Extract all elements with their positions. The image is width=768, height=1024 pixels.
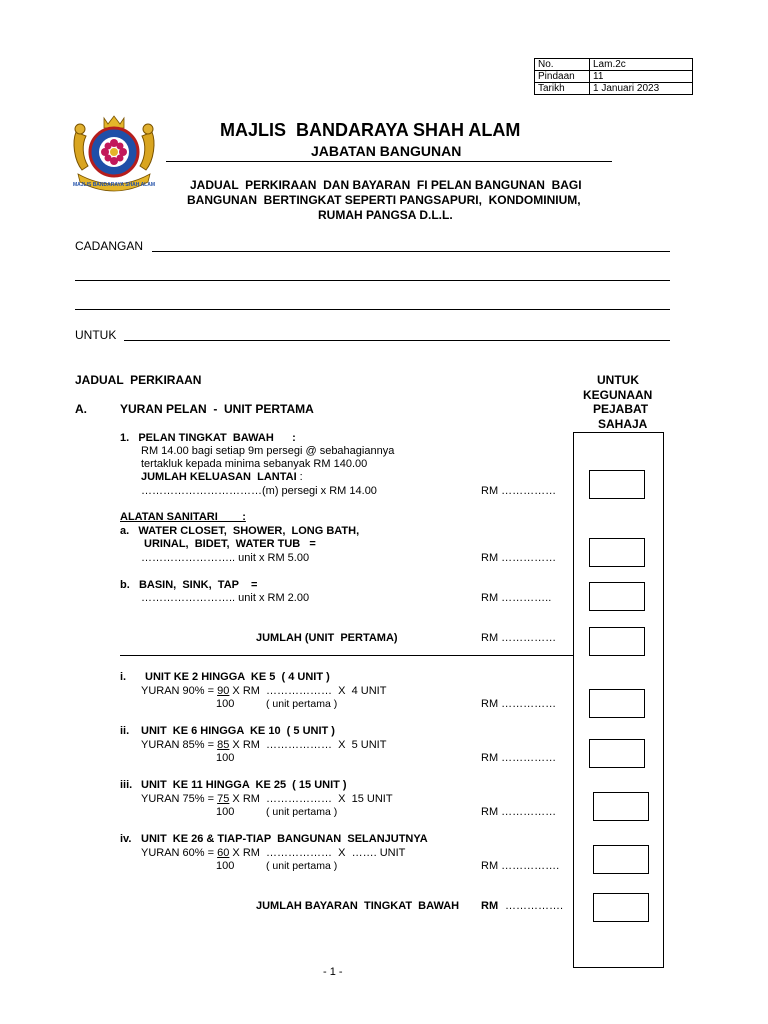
revision-table	[534, 58, 693, 95]
unit-iv-denominator: 100	[216, 860, 235, 872]
revision-row-no	[535, 59, 693, 71]
council-title: MAJLIS BANDARAYA SHAH ALAM	[220, 120, 521, 140]
untuk-line[interactable]	[124, 340, 670, 341]
office-box-jumlah-bayaran[interactable]	[593, 893, 649, 922]
office-box-jumlah-unit-pertama[interactable]	[589, 627, 645, 656]
cadangan-line-3[interactable]	[75, 309, 670, 310]
unit-iv-amount: RM …………….	[481, 860, 560, 872]
revision-key: Tarikh	[535, 83, 590, 95]
unit-iv-note: ( unit pertama )	[266, 860, 338, 872]
unit-i-denominator: 100	[216, 698, 235, 710]
office-box-sanitary-b[interactable]	[589, 582, 645, 611]
sanitary-a-amount: RM ……………	[481, 552, 557, 564]
unit-iii-percent: 75	[217, 793, 230, 805]
unit-iii-title: UNIT KE 11 HINGGA KE 25 ( 15 UNIT )	[141, 779, 347, 791]
office-box-unit-iii[interactable]	[593, 792, 649, 821]
unit-iii-yuran-post: X RM ……………… X 15 UNIT	[229, 793, 393, 805]
unit-ii-formula	[141, 739, 386, 751]
jumlah-bayaran-dots: …………….	[505, 900, 564, 912]
sanitary-a-line1: a. WATER CLOSET, SHOWER, LONG BATH,	[120, 525, 360, 537]
revision-value: Lam.2c	[590, 59, 693, 71]
sanitary-b-amount: RM …………..	[481, 592, 552, 604]
council-crest-logo	[70, 112, 158, 194]
unit-iii-yuran-pre: YURAN 75% =	[141, 793, 218, 805]
jumlah-bayaran-rm: RM	[481, 900, 499, 912]
revision-key: No.	[535, 59, 590, 71]
unit-iii-amount: RM ……………	[481, 806, 557, 818]
unit-i-number: i.	[120, 671, 127, 683]
unit-iv-title: UNIT KE 26 & TIAP-TIAP BANGUNAN SELANJUTNYA	[141, 833, 428, 845]
office-box-unit-i[interactable]	[589, 689, 645, 718]
unit-i-yuran-post: X RM ……………… X 4 UNIT	[229, 685, 387, 697]
sanitary-label: ALATAN SANITARI :	[120, 511, 246, 523]
header-rule	[166, 161, 612, 162]
unit-iv-number: iv.	[120, 833, 132, 845]
cadangan-line[interactable]	[152, 251, 670, 252]
unit-i-formula	[141, 685, 386, 697]
jumlah-unit-pertama-amount: RM ……………	[481, 632, 557, 644]
revision-value: 11	[590, 71, 693, 83]
unit-i-title: UNIT KE 2 HINGGA KE 5 ( 4 UNIT )	[145, 671, 330, 683]
item1-floor-area-label	[141, 471, 303, 483]
logo-scroll-text: MAJLIS BANDARAYA SHAH ALAM	[72, 182, 156, 188]
unit-ii-amount: RM ……………	[481, 752, 557, 764]
jumlah-unit-pertama-label: JUMLAH (UNIT PERTAMA)	[256, 632, 398, 644]
unit-iii-number: iii.	[120, 779, 133, 791]
office-box-unit-iv[interactable]	[593, 845, 649, 874]
sanitary-a-line2: URINAL, BIDET, WATER TUB =	[144, 538, 316, 550]
section-a-title: YURAN PELAN - UNIT PERTAMA	[120, 402, 314, 416]
revision-key: Pindaan	[535, 71, 590, 83]
item1-floor-area-text: JUMLAH KELUASAN LANTAI	[141, 471, 297, 483]
revision-value: 1 Januari 2023	[590, 83, 693, 95]
office-use-line2: KEGUNAAN	[583, 388, 653, 402]
page-number: - 1 -	[323, 966, 343, 978]
unit-ii-title: UNIT KE 6 HINGGA KE 10 ( 5 UNIT )	[141, 725, 335, 737]
item1-floor-area-colon: :	[296, 471, 303, 483]
jadual-perkiraan-label: JADUAL PERKIRAAN	[75, 373, 202, 387]
revision-row-tarikh	[535, 83, 693, 95]
department-subtitle: JABATAN BANGUNAN	[311, 143, 462, 159]
unit-ii-denominator: 100	[216, 752, 235, 764]
schedule-heading-line2: BANGUNAN BERTINGKAT SEPERTI PANGSAPURI, KONDOMINIUM,	[187, 193, 581, 207]
sanitary-b-calculation: …………………….. unit x RM 2.00	[141, 592, 310, 604]
item1-title: 1. PELAN TINGKAT BAWAH :	[120, 432, 296, 444]
schedule-heading-line1: JADUAL PERKIRAAN DAN BAYARAN FI PELAN BANGUNAN BAGI	[190, 178, 582, 192]
revision-row-pindaan	[535, 71, 693, 83]
item1-amount: RM ……………	[481, 485, 557, 497]
office-use-line1: UNTUK	[597, 373, 639, 387]
jumlah-bayaran-label: JUMLAH BAYARAN TINGKAT BAWAH	[256, 900, 460, 912]
unit-i-percent: 90	[217, 685, 230, 697]
office-use-line4: SAHAJA	[598, 417, 648, 431]
item1-rate: RM 14.00 bagi setiap 9m persegi @ sebahagiannya	[141, 445, 395, 457]
section-a-letter: A.	[75, 402, 87, 416]
item1-calculation: ……………………………(m) persegi x RM 14.00	[141, 485, 377, 497]
office-box-item1[interactable]	[589, 470, 645, 499]
office-use-line3: PEJABAT	[593, 402, 649, 416]
unit-i-note: ( unit pertama )	[266, 698, 338, 710]
unit-ii-number: ii.	[120, 725, 130, 737]
cadangan-line-2[interactable]	[75, 280, 670, 281]
unit-iv-yuran-post: X RM ……………… X ……. UNIT	[229, 847, 406, 859]
unit-iv-yuran-pre: YURAN 60% =	[141, 847, 218, 859]
unit-i-amount: RM ……………	[481, 698, 557, 710]
schedule-heading-line3: RUMAH PANGSA D.L.L.	[318, 208, 453, 222]
unit-iii-formula	[141, 793, 393, 805]
section-divider	[120, 655, 573, 656]
unit-iii-note: ( unit pertama )	[266, 806, 338, 818]
cadangan-label: CADANGAN	[75, 239, 144, 253]
item1-minimum: tertakluk kepada minima sebanyak RM 140.00	[141, 458, 368, 470]
unit-ii-yuran-post: X RM ……………… X 5 UNIT	[229, 739, 387, 751]
unit-ii-yuran-pre: YURAN 85% =	[141, 739, 218, 751]
unit-ii-percent: 85	[217, 739, 230, 751]
unit-i-yuran-pre: YURAN 90% =	[141, 685, 218, 697]
untuk-label: UNTUK	[75, 328, 117, 342]
office-box-sanitary-a[interactable]	[589, 538, 645, 567]
sanitary-a-calculation: …………………….. unit x RM 5.00	[141, 552, 310, 564]
unit-iii-denominator: 100	[216, 806, 235, 818]
unit-iv-percent: 60	[217, 847, 230, 859]
sanitary-b-line: b. BASIN, SINK, TAP =	[120, 579, 258, 591]
office-box-unit-ii[interactable]	[589, 739, 645, 768]
unit-iv-formula	[141, 847, 405, 859]
